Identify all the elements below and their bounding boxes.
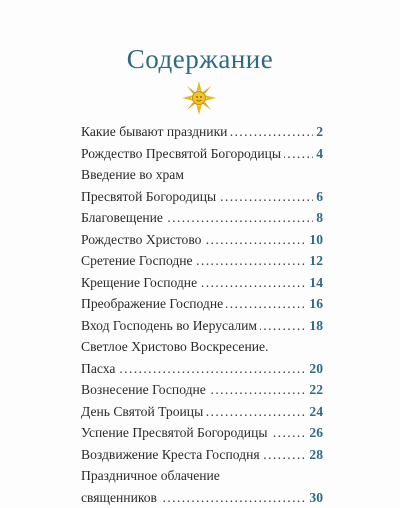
toc-page-number: 14 bbox=[306, 272, 323, 294]
toc-entry-line bbox=[81, 379, 323, 401]
toc-page-number: 26 bbox=[306, 422, 323, 444]
toc-page-number: 10 bbox=[306, 229, 323, 251]
toc-entry-title: Какие бывают праздники bbox=[81, 124, 230, 139]
toc-page-number: 16 bbox=[306, 293, 323, 315]
toc-entry-line bbox=[81, 207, 323, 229]
toc-page-number: 8 bbox=[313, 207, 323, 229]
toc-entry[interactable] bbox=[81, 272, 323, 294]
toc-entry-line bbox=[81, 465, 323, 487]
toc-page-number: 24 bbox=[306, 401, 323, 423]
toc-page-number: 20 bbox=[306, 358, 323, 380]
toc-page-number: 4 bbox=[313, 143, 323, 165]
toc-page-number: 6 bbox=[313, 186, 323, 208]
toc-entry-line bbox=[81, 358, 323, 380]
toc-entry[interactable] bbox=[81, 143, 323, 165]
toc-entry[interactable] bbox=[81, 465, 323, 508]
toc-entry[interactable] bbox=[81, 401, 323, 423]
toc-page-number: 12 bbox=[306, 250, 323, 272]
page-title: Содержание bbox=[0, 44, 400, 75]
toc-entry-title: Рождество Пресвятой Богородицы bbox=[81, 146, 284, 161]
toc-entry-title: Светлое Христово Воскресение. bbox=[81, 339, 271, 354]
toc-entry-title: Преображение Господне bbox=[81, 296, 226, 311]
toc-entry-title: Пресвятой Богородицы bbox=[81, 189, 219, 204]
toc-entry[interactable] bbox=[81, 336, 323, 379]
toc-entry-line bbox=[81, 336, 323, 358]
toc-page-number: 2 bbox=[313, 121, 323, 143]
toc-entry-line bbox=[81, 186, 323, 208]
toc-page-number: 22 bbox=[306, 379, 323, 401]
sun-star-icon bbox=[181, 80, 217, 116]
toc-entry-line bbox=[81, 272, 323, 294]
toc-entry-title: Сретение Господне bbox=[81, 253, 196, 268]
toc-page-number: 30 bbox=[306, 487, 323, 508]
toc-entry-line bbox=[81, 121, 323, 143]
toc-entry[interactable] bbox=[81, 121, 323, 143]
toc-entry-line bbox=[81, 422, 323, 444]
toc-page-number: 28 bbox=[306, 444, 323, 466]
toc-entry-title: священников bbox=[81, 490, 160, 505]
toc-entry-line bbox=[81, 293, 323, 315]
toc-entry-line bbox=[81, 164, 323, 186]
toc-entry[interactable] bbox=[81, 207, 323, 229]
toc-entry[interactable] bbox=[81, 293, 323, 315]
toc-entry-title: Вознесение Господне bbox=[81, 382, 209, 397]
toc-entry-title: Введение во храм bbox=[81, 167, 187, 182]
toc-entry[interactable] bbox=[81, 444, 323, 466]
table-of-contents bbox=[81, 121, 323, 508]
toc-entry-line bbox=[81, 315, 323, 337]
toc-entry[interactable] bbox=[81, 379, 323, 401]
toc-entry-line bbox=[81, 401, 323, 423]
toc-entry-line bbox=[81, 487, 323, 508]
toc-entry-title: Праздничное облачение bbox=[81, 468, 223, 483]
toc-entry[interactable] bbox=[81, 164, 323, 207]
toc-page-number: 18 bbox=[306, 315, 323, 337]
toc-entry-line bbox=[81, 250, 323, 272]
toc-entry-title: Рождество Христово bbox=[81, 232, 204, 247]
toc-entry-line bbox=[81, 229, 323, 251]
toc-entry-title: Вход Господень во Иерусалим bbox=[81, 318, 260, 333]
toc-entry-line bbox=[81, 143, 323, 165]
toc-entry[interactable] bbox=[81, 250, 323, 272]
toc-entry-title: Крещение Господне bbox=[81, 275, 200, 290]
toc-entry-title: Воздвижение Креста Господня bbox=[81, 447, 263, 462]
toc-entry[interactable] bbox=[81, 315, 323, 337]
toc-entry-title: Успение Пресвятой Богородицы bbox=[81, 425, 271, 440]
toc-entry-line bbox=[81, 444, 323, 466]
toc-entry[interactable] bbox=[81, 422, 323, 444]
toc-entry[interactable] bbox=[81, 229, 323, 251]
toc-entry-title: День Святой Троицы bbox=[81, 404, 206, 419]
toc-entry-title: Пасха bbox=[81, 361, 118, 376]
toc-entry-title: Благовещение bbox=[81, 210, 166, 225]
